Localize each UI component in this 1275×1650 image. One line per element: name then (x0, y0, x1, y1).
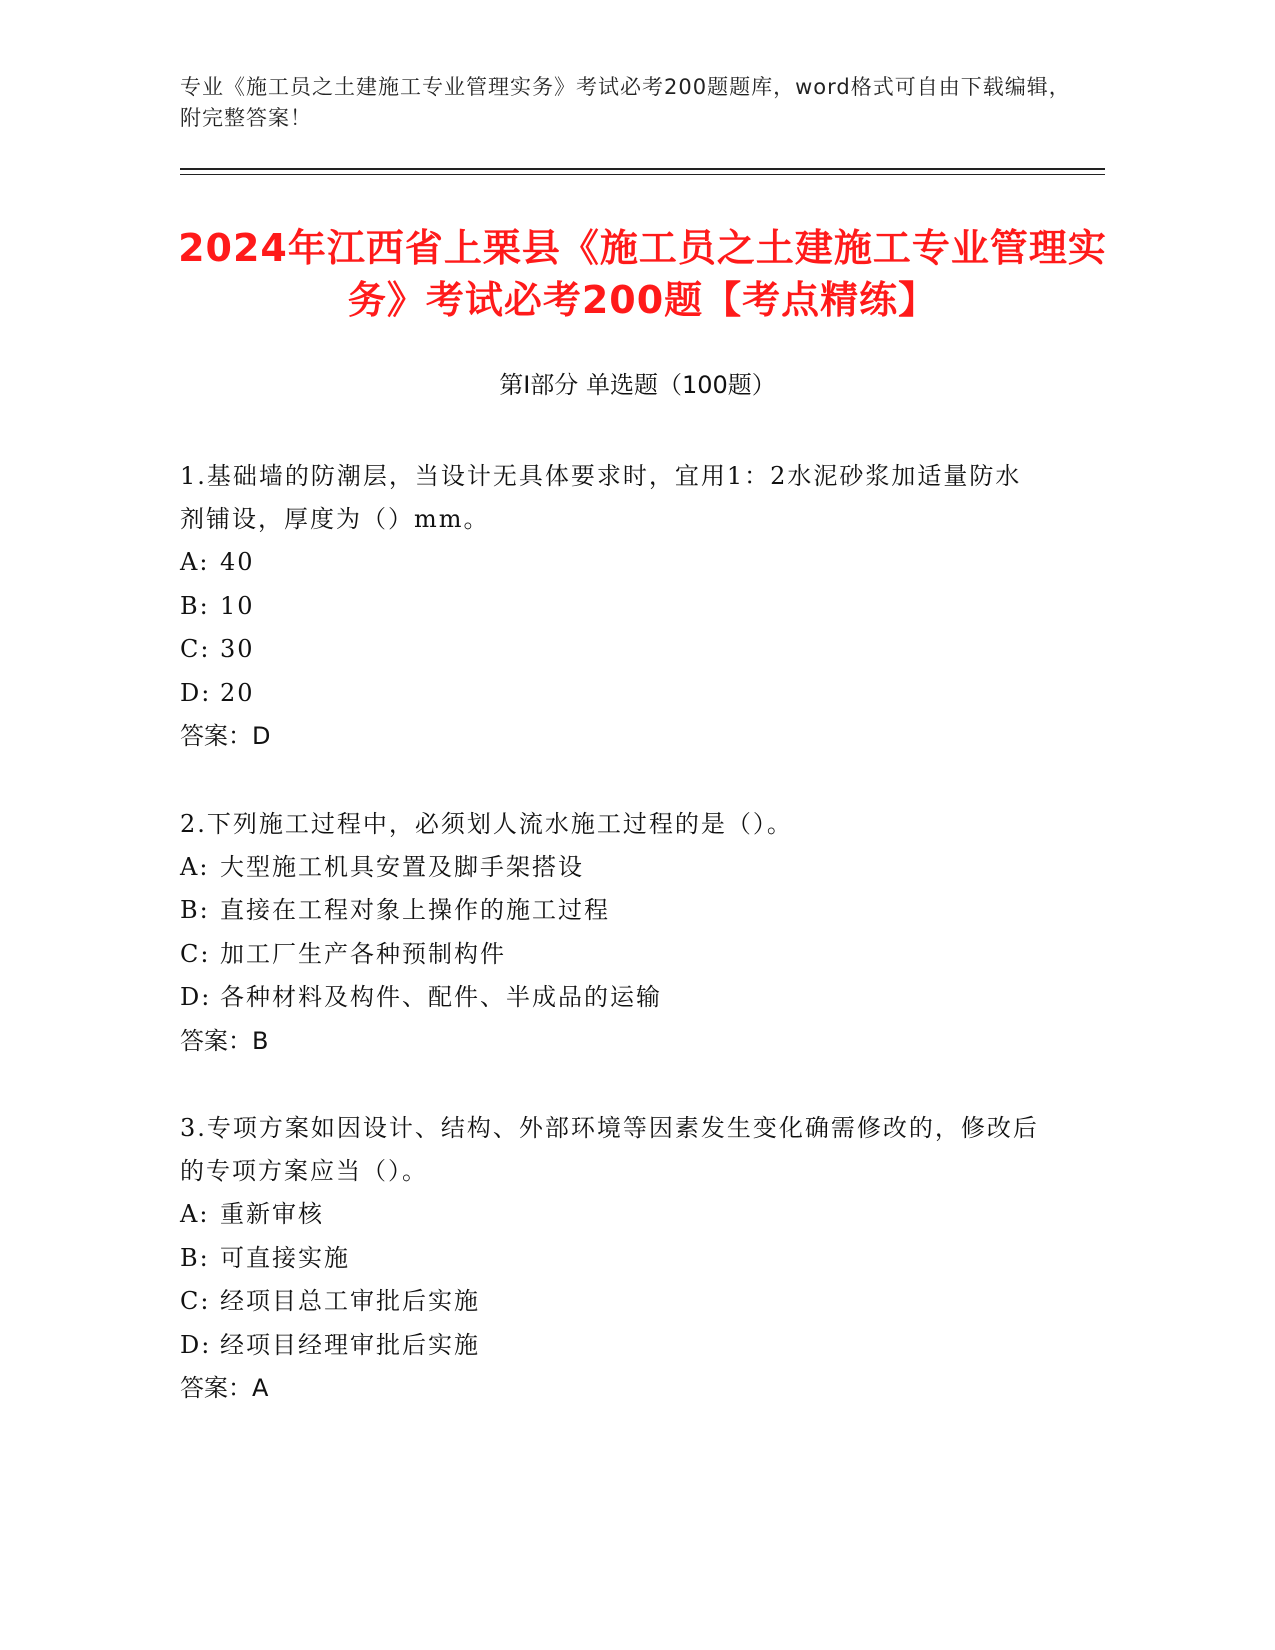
question-1 (180, 455, 1040, 759)
question-3 (180, 1107, 1040, 1411)
option-c (180, 1280, 1040, 1324)
option-a (180, 846, 1040, 890)
option-d (180, 672, 1040, 716)
question-stem: 3.专项方案如因设计、结构、外部环境等因素发生变化确需修改的，修改后的专项方案应当（）。 (180, 1114, 1039, 1185)
option-letter: B: (180, 1243, 210, 1272)
option-text: 20 (220, 678, 255, 707)
option-d (180, 1324, 1040, 1368)
option-letter: A: (180, 852, 210, 881)
option-letter: B: (180, 591, 210, 620)
header-note: 专业《施工员之土建施工专业管理实务》考试必考200题题库，word格式可自由下载编辑，附完整答案！ (180, 75, 1071, 130)
option-a (180, 1193, 1040, 1237)
option-letter: A: (180, 548, 210, 576)
option-c (180, 628, 1040, 672)
question-list (180, 455, 1040, 1455)
option-letter: C: (180, 1287, 211, 1315)
option-letter: C: (180, 939, 211, 968)
option-letter: D: (180, 983, 212, 1011)
question-stem: 1.基础墙的防潮层，当设计无具体要求时，宜用1：2水泥砂浆加适量防水剂铺设，厚度为（）mm。 (180, 462, 1022, 533)
option-text: 直接在工程对象上操作的施工过程 (220, 896, 610, 924)
option-text: 40 (220, 548, 255, 576)
option-b (180, 585, 1040, 629)
option-letter: B: (180, 896, 210, 924)
option-letter: A: (180, 1200, 210, 1228)
option-text: 加工厂生产各种预制构件 (220, 939, 506, 968)
option-text: 30 (220, 635, 255, 663)
option-letter: D: (180, 678, 212, 707)
option-letter: D: (180, 1330, 212, 1359)
answer-line: 答案：B (180, 1026, 269, 1055)
option-text: 10 (220, 591, 255, 620)
option-text: 可直接实施 (220, 1243, 350, 1272)
option-b (180, 889, 1040, 933)
option-c (180, 933, 1040, 977)
document-title: 2024年江西省上栗县《施工员之土建施工专业管理实务》考试必考200题【考点精练】 (178, 226, 1107, 322)
option-text: 重新审核 (220, 1200, 324, 1228)
answer-line: 答案：A (180, 1374, 269, 1402)
option-text: 经项目经理审批后实施 (220, 1330, 480, 1359)
option-letter: C: (180, 635, 211, 663)
option-text: 各种材料及构件、配件、半成品的运输 (220, 983, 662, 1011)
option-b (180, 1237, 1040, 1281)
question-2 (180, 803, 1040, 1064)
section-title: 第Ⅰ部分 单选题（100题） (499, 371, 776, 399)
option-text: 经项目总工审批后实施 (220, 1287, 480, 1315)
answer-line: 答案：D (180, 722, 271, 750)
option-a (180, 541, 1040, 585)
option-text: 大型施工机具安置及脚手架搭设 (220, 852, 584, 881)
header-divider (180, 168, 1105, 175)
question-stem: 2.下列施工过程中，必须划人流水施工过程的是（）。 (180, 809, 793, 838)
option-d (180, 976, 1040, 1020)
